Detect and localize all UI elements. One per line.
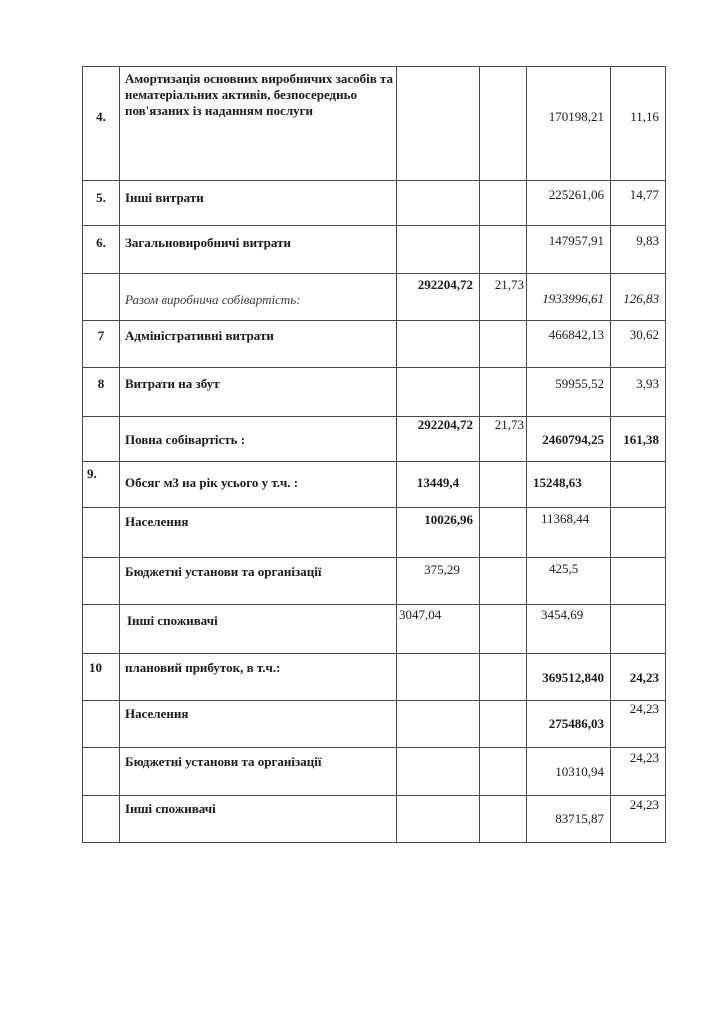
col5-value: 10310,94 xyxy=(527,748,611,796)
col5-value: 59955,52 xyxy=(527,368,611,417)
table-row xyxy=(83,181,666,226)
table-row xyxy=(83,796,666,843)
row-label: Загальновиробничі витрати xyxy=(120,226,397,274)
row-number xyxy=(83,274,120,321)
col4-value xyxy=(480,181,527,226)
col5-value: 425,5 xyxy=(527,558,611,605)
table-row xyxy=(83,462,666,508)
col4-value xyxy=(480,321,527,368)
table-row xyxy=(83,226,666,274)
row-label: Бюджетні установи та організації xyxy=(120,558,397,605)
col5-value: 83715,87 xyxy=(527,796,611,843)
col4-value: 21,73 xyxy=(480,417,527,462)
row-number xyxy=(83,508,120,558)
col3-value xyxy=(397,368,480,417)
row-number: 8 xyxy=(83,368,120,417)
row-label: Бюджетні установи та організації xyxy=(120,748,397,796)
col5-value: 11368,44 xyxy=(527,508,611,558)
col6-value: 11,16 xyxy=(611,67,666,181)
row-number xyxy=(83,701,120,748)
row-number: 5. xyxy=(83,181,120,226)
col6-value: 24,23 xyxy=(611,701,666,748)
col6-value: 3,93 xyxy=(611,368,666,417)
row-number: 6. xyxy=(83,226,120,274)
col4-value xyxy=(480,67,527,181)
col6-value xyxy=(611,558,666,605)
col6-value xyxy=(611,508,666,558)
table-row xyxy=(83,368,666,417)
table-row xyxy=(83,67,666,181)
col6-value: 126,83 xyxy=(611,274,666,321)
row-label: Повна собівартість : xyxy=(120,417,397,462)
col3-value xyxy=(397,654,480,701)
row-label: Адміністративні витрати xyxy=(120,321,397,368)
row-label: Витрати на збут xyxy=(120,368,397,417)
row-label: Інші споживачі xyxy=(120,796,397,843)
col5-value: 170198,21 xyxy=(527,67,611,181)
col5-value: 225261,06 xyxy=(527,181,611,226)
row-number xyxy=(83,558,120,605)
col3-value xyxy=(397,226,480,274)
col4-value xyxy=(480,605,527,654)
row-number xyxy=(83,417,120,462)
col5-value: 275486,03 xyxy=(527,701,611,748)
col4-value xyxy=(480,462,527,508)
col3-value: 292204,72 xyxy=(397,274,480,321)
table-row xyxy=(83,605,666,654)
col5-value: 3454,69 xyxy=(527,605,611,654)
col5-value: 147957,91 xyxy=(527,226,611,274)
table-row xyxy=(83,558,666,605)
row-label: Разом виробнича собівартість: xyxy=(120,274,397,321)
row-label: Амортизація основних виробничих засобів та нематеріальних активів, безпосередньо пов'язаних із наданням послуги xyxy=(120,67,397,181)
col6-value: 9,83 xyxy=(611,226,666,274)
col6-value: 24,23 xyxy=(611,796,666,843)
col3-value xyxy=(397,181,480,226)
row-number: 4. xyxy=(83,67,120,181)
col3-value xyxy=(397,701,480,748)
col4-value xyxy=(480,226,527,274)
table-row xyxy=(83,508,666,558)
table-row xyxy=(83,654,666,701)
col4-value xyxy=(480,701,527,748)
col5-value: 2460794,25 xyxy=(527,417,611,462)
col4-value xyxy=(480,748,527,796)
col4-value: 21,73 xyxy=(480,274,527,321)
col4-value xyxy=(480,796,527,843)
col4-value xyxy=(480,368,527,417)
col6-value: 24,23 xyxy=(611,748,666,796)
table-row xyxy=(83,417,666,462)
row-number: 9. xyxy=(83,462,120,508)
col5-value: 466842,13 xyxy=(527,321,611,368)
col5-value: 369512,840 xyxy=(527,654,611,701)
col3-value: 13449,4 xyxy=(397,462,480,508)
col4-value xyxy=(480,508,527,558)
row-label: Інші витрати xyxy=(120,181,397,226)
table-row xyxy=(83,748,666,796)
col6-value: 30,62 xyxy=(611,321,666,368)
col3-value: 375,29 xyxy=(397,558,480,605)
row-label: Населення xyxy=(120,508,397,558)
col3-value xyxy=(397,67,480,181)
table-row xyxy=(83,274,666,321)
cost-table xyxy=(82,66,666,843)
row-label: Населення xyxy=(120,701,397,748)
col3-value xyxy=(397,321,480,368)
col3-value: 10026,96 xyxy=(397,508,480,558)
col6-value xyxy=(611,605,666,654)
col5-value: 1933996,61 xyxy=(527,274,611,321)
col5-value: 15248,63 xyxy=(527,462,611,508)
row-number xyxy=(83,605,120,654)
table-row xyxy=(83,701,666,748)
row-number: 10 xyxy=(83,654,120,701)
row-label: плановий прибуток, в т.ч.: xyxy=(120,654,397,701)
col3-value xyxy=(397,748,480,796)
col6-value xyxy=(611,462,666,508)
col6-value: 24,23 xyxy=(611,654,666,701)
row-number xyxy=(83,796,120,843)
col6-value: 14,77 xyxy=(611,181,666,226)
row-number: 7 xyxy=(83,321,120,368)
col3-value: 3047,04 xyxy=(397,605,480,654)
col3-value: 292204,72 xyxy=(397,417,480,462)
col3-value xyxy=(397,796,480,843)
table-row xyxy=(83,321,666,368)
row-label: Обсяг м3 на рік усього у т.ч. : xyxy=(120,462,397,508)
row-number xyxy=(83,748,120,796)
row-label: Інші споживачі xyxy=(120,605,397,654)
col4-value xyxy=(480,558,527,605)
col6-value: 161,38 xyxy=(611,417,666,462)
col4-value xyxy=(480,654,527,701)
